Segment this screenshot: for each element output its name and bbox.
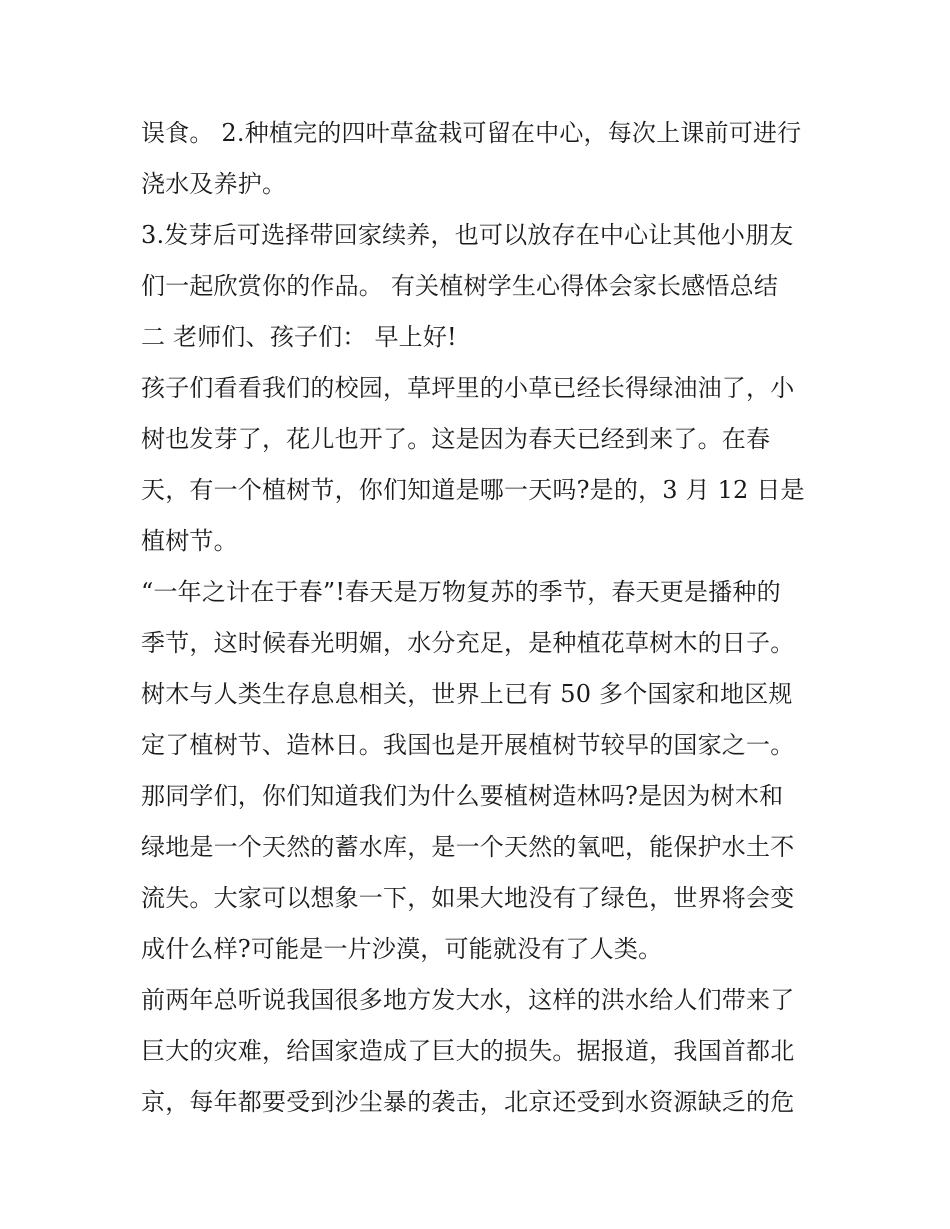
text-line: 京，每年都要受到沙尘暴的袭击，北京还受到水资源缺乏的危 [141,1088,795,1116]
text-line: 们一起欣赏你的作品。 有关植树学生心得体会家长感悟总结 [141,272,779,300]
text-line: 误食。 2.种植完的四叶草盆栽可留在中心，每次上课前可进行 [141,119,802,147]
text-line: 绿地是一个天然的蓄水库，是一个天然的氧吧，能保护水土不 [141,833,795,861]
text-line: 二 老师们、孩子们： 早上好! [141,323,457,351]
text-line: 树也发芽了，花儿也开了。这是因为春天已经到来了。在春 [141,425,771,453]
text-line: 树木与人类生存息息相关，世界上已有 50 多个国家和地区规 [141,680,793,708]
text-line: 成什么样?可能是一片沙漠，可能就没有了人类。 [141,935,663,963]
text-line: 定了植树节、造林日。我国也是开展植树节较早的国家之一。 [141,731,795,759]
text-line: “一年之计在于春”!春天是万物复苏的季节，春天更是播种的 [141,578,781,606]
text-line: 3.发芽后可选择带回家续养，也可以放存在中心让其他小朋友 [141,221,794,249]
text-line: 那同学们，你们知道我们为什么要植树造林吗?是因为树木和 [141,782,784,810]
text-line: 天，有一个植树节，你们知道是哪一天吗?是的，3 月 12 日是 [141,476,805,504]
text-line: 前两年总听说我国很多地方发大水，这样的洪水给人们带来了 [141,986,795,1014]
text-line: 植树节。 [141,527,238,555]
document-body [141,108,821,1128]
text-line: 巨大的灾难，给国家造成了巨大的损失。据报道，我国首都北 [141,1037,795,1065]
text-line: 季节，这时候春光明媚，水分充足，是种植花草树木的日子。 [141,629,795,657]
text-line: 浇水及养护。 [141,170,287,198]
text-line: 孩子们看看我们的校园，草坪里的小草已经长得绿油油了，小 [141,374,795,402]
text-line: 流失。大家可以想象一下，如果大地没有了绿色，世界将会变 [141,884,795,912]
